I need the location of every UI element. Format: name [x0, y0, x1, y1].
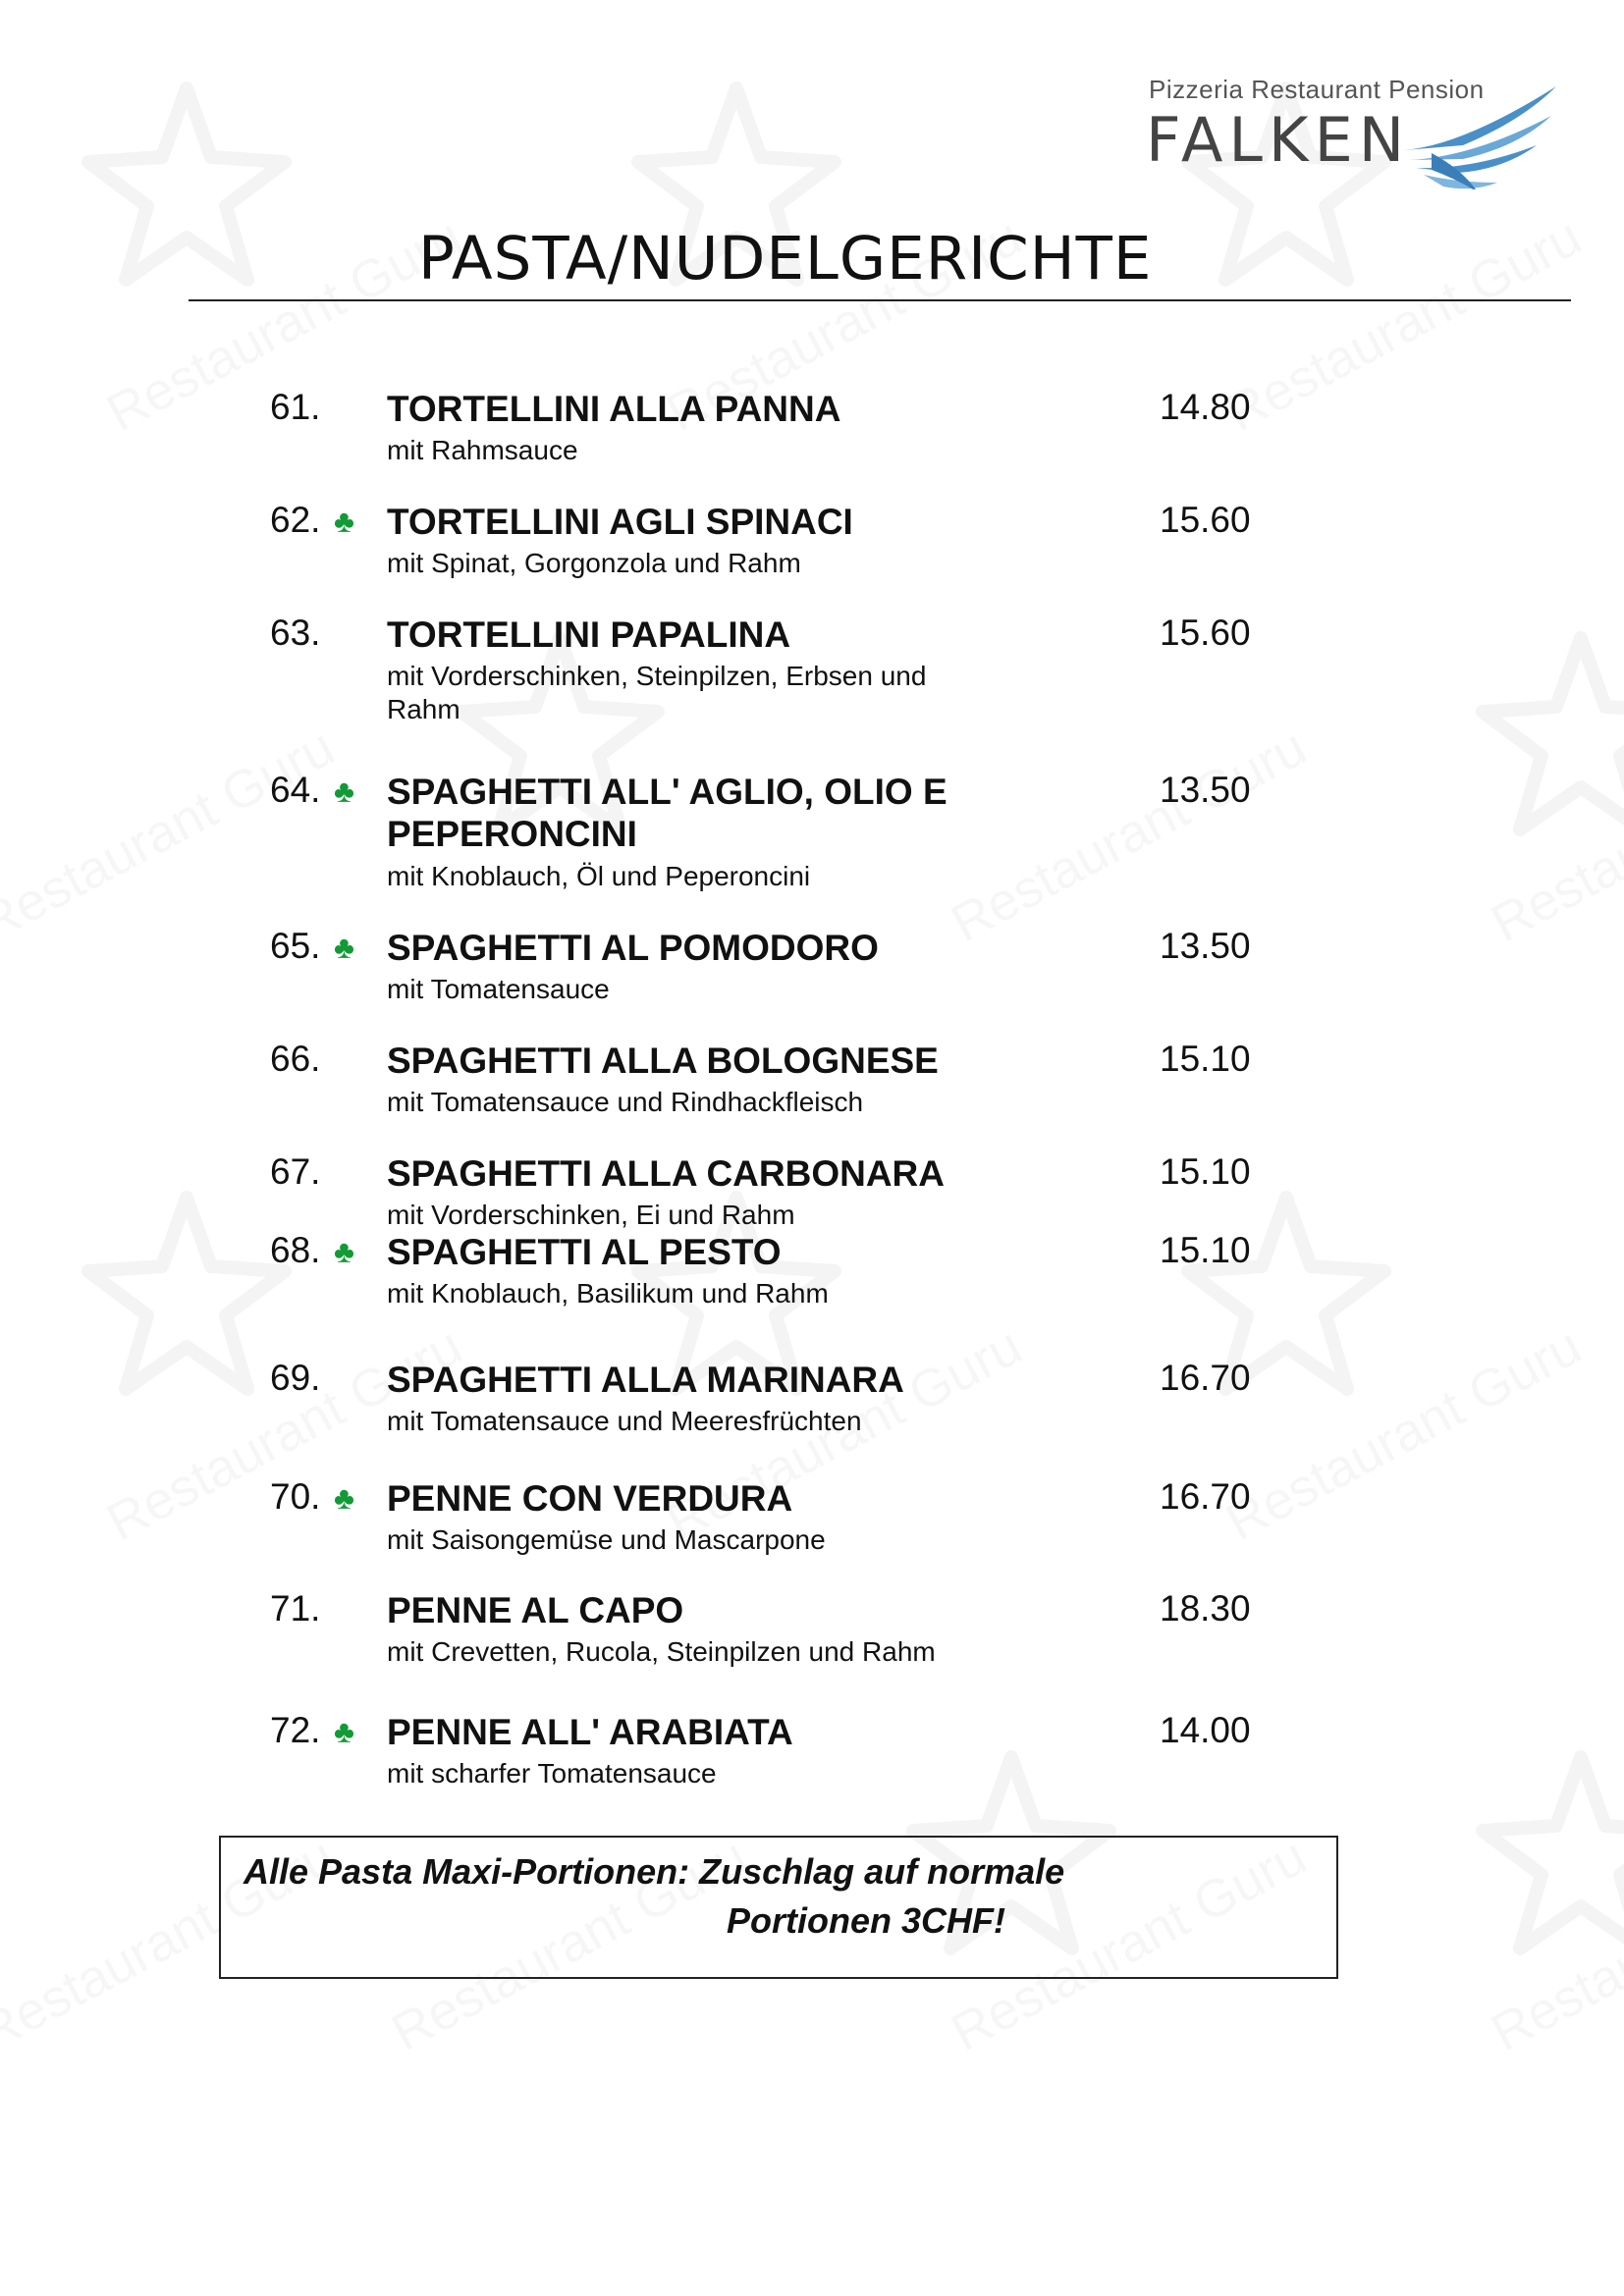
- item-name: SPAGHETTI ALLA BOLOGNESE: [387, 1041, 939, 1081]
- watermark-text: [1482, 717, 1624, 954]
- item-description: mit scharfer Tomatensauce: [387, 1758, 717, 1789]
- item-description: mit Vorderschinken, Steinpilzen, Erbsen und Rahm: [387, 661, 927, 724]
- item-number: 66.: [270, 1039, 321, 1079]
- item-description: mit Spinat, Gorgonzola und Rahm: [387, 548, 801, 578]
- item-number: 61.: [270, 387, 321, 427]
- item-description: mit Rahmsauce: [387, 435, 578, 465]
- item-name: SPAGHETTI AL POMODORO: [387, 928, 879, 968]
- watermark-star-icon: [79, 79, 295, 294]
- page-title: PASTA/NUDELGERICHTE: [418, 224, 1153, 294]
- item-number: 69.: [270, 1358, 321, 1398]
- item-description: mit Tomatensauce: [387, 974, 610, 1004]
- item-description: mit Saisongemüse und Mascarpone: [387, 1524, 826, 1555]
- item-price: 18.30: [1160, 1588, 1251, 1629]
- item-name: TORTELLINI ALLA PANNA: [387, 389, 841, 429]
- item-price: 15.10: [1160, 1230, 1251, 1270]
- item-number: 62.: [270, 500, 321, 540]
- watermark-text: [1217, 1315, 1592, 1553]
- vegetarian-club-icon: ♣: [334, 774, 354, 809]
- vegetarian-club-icon: ♣: [334, 1714, 354, 1749]
- watermark-text: [1482, 1826, 1624, 2063]
- item-name: SPAGHETTI AL PESTO: [387, 1232, 782, 1272]
- item-description: mit Crevetten, Rucola, Steinpilzen und Rahm: [387, 1636, 936, 1667]
- watermark-text: [942, 717, 1317, 954]
- watermark-star-icon: [79, 1188, 295, 1404]
- item-name: PENNE AL CAPO: [387, 1590, 684, 1630]
- logo-subtitle: Pizzeria Restaurant Pension: [1149, 75, 1485, 104]
- item-name: SPAGHETTI ALL' AGLIO, OLIO E PEPERONCINI: [387, 772, 947, 854]
- item-number: 65.: [270, 926, 321, 966]
- note-line-1: Alle Pasta Maxi-Portionen: Zuschlag auf normale: [244, 1851, 1065, 1892]
- item-description: mit Knoblauch, Basilikum und Rahm: [387, 1278, 829, 1308]
- watermark-text: [1217, 206, 1592, 444]
- item-number: 68.: [270, 1230, 321, 1270]
- watermark-star-icon: [1473, 628, 1624, 844]
- watermark-text: [0, 717, 344, 954]
- falcon-wing-icon: [1404, 77, 1561, 189]
- item-name: TORTELLINI AGLI SPINACI: [387, 502, 853, 542]
- item-price: 15.60: [1160, 613, 1251, 653]
- item-description: mit Tomatensauce und Rindhackfleisch: [387, 1087, 864, 1117]
- item-description: mit Knoblauch, Öl und Peperoncini: [387, 861, 811, 891]
- item-name: TORTELLINI PAPALINA: [387, 614, 791, 655]
- item-price: 16.70: [1160, 1358, 1251, 1398]
- item-number: 71.: [270, 1588, 321, 1629]
- falken-logo: [1144, 69, 1556, 196]
- vegetarian-club-icon: ♣: [334, 1480, 354, 1516]
- item-number: 72.: [270, 1710, 321, 1750]
- vegetarian-club-icon: ♣: [334, 1234, 354, 1269]
- item-price: 13.50: [1160, 770, 1251, 810]
- item-price: 15.10: [1160, 1039, 1251, 1079]
- watermark-star-icon: [1473, 1747, 1624, 1963]
- item-number: 64.: [270, 770, 321, 810]
- item-name: PENNE CON VERDURA: [387, 1478, 793, 1519]
- title-divider: [189, 299, 1571, 301]
- item-name: SPAGHETTI ALLA MARINARA: [387, 1360, 904, 1400]
- item-number: 67.: [270, 1151, 321, 1192]
- item-name: PENNE ALL' ARABIATA: [387, 1712, 793, 1752]
- vegetarian-club-icon: ♣: [334, 930, 354, 965]
- logo-name: FALKEN: [1146, 104, 1411, 176]
- item-price: 15.60: [1160, 500, 1251, 540]
- item-price: 16.70: [1160, 1476, 1251, 1517]
- item-description: mit Vorderschinken, Ei und Rahm: [387, 1200, 795, 1230]
- item-price: 14.00: [1160, 1710, 1251, 1750]
- item-price: 14.80: [1160, 387, 1251, 427]
- item-name: SPAGHETTI ALLA CARBONARA: [387, 1153, 945, 1194]
- item-number: 70.: [270, 1476, 321, 1517]
- vegetarian-club-icon: ♣: [334, 504, 354, 539]
- item-price: 15.10: [1160, 1151, 1251, 1192]
- item-number: 63.: [270, 613, 321, 653]
- note-line-2: Portionen 3CHF!: [727, 1900, 1005, 1941]
- maxi-portion-note: [219, 1836, 1338, 1979]
- item-description: mit Tomatensauce und Meeresfrüchten: [387, 1406, 862, 1436]
- item-price: 13.50: [1160, 926, 1251, 966]
